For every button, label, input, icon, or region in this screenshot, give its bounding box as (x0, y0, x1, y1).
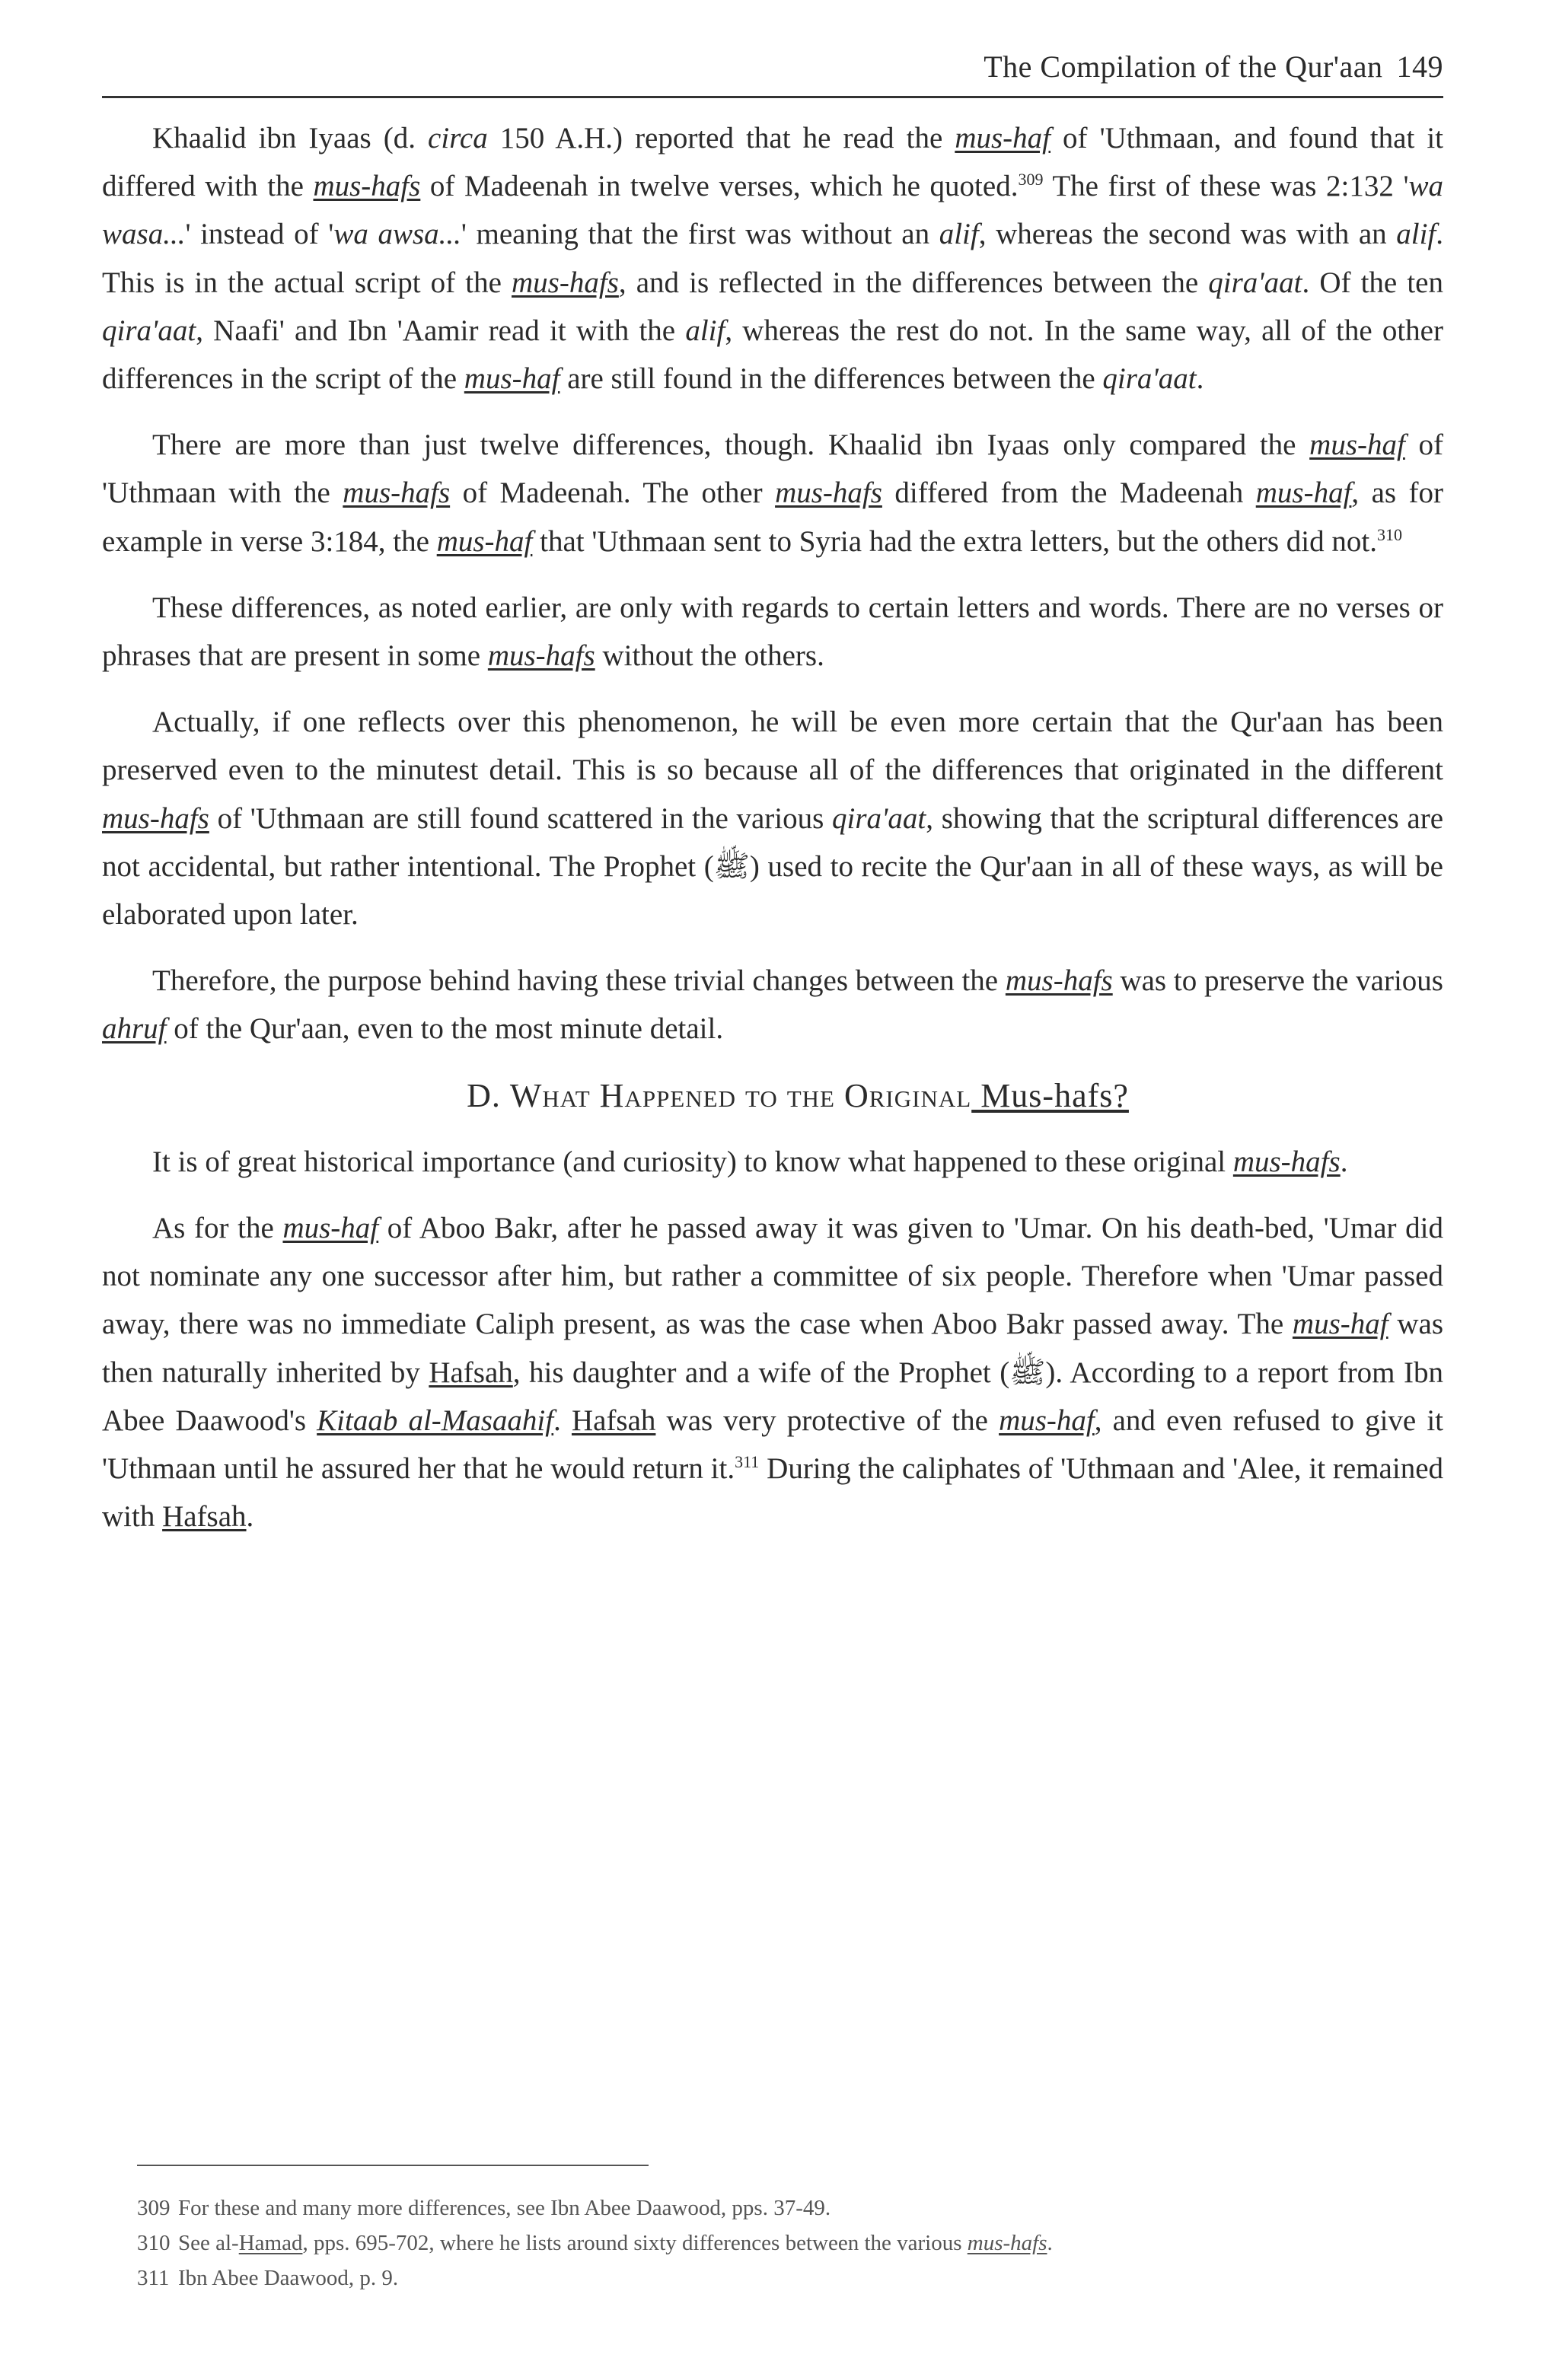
footnote-text: Ibn Abee Daawood, p. 9. (178, 2266, 399, 2290)
italic-term: mus-hafs (343, 476, 451, 510)
footnote-311 (137, 2261, 1443, 2296)
salutation-glyph: ﷺ (713, 849, 750, 883)
italic-term: alif (685, 314, 725, 347)
running-title: The Compilation of the Qur'aan (984, 49, 1383, 84)
text-run: , pps. 695-702, where he lists around sixty differences between the various (302, 2231, 968, 2255)
italic-term: mus-hafs (1005, 964, 1113, 998)
footnote-ref-311[interactable]: 311 (735, 1452, 760, 1472)
text-run: . (553, 1403, 572, 1437)
text-run: , as for example in verse 3:184, the (102, 476, 1444, 558)
text-run: of Madeenah in twelve verses, which he quoted. (420, 170, 1019, 203)
text-run: As for the (152, 1212, 283, 1245)
body-text (102, 114, 1443, 1559)
text-run: was to preserve the various (1112, 964, 1443, 998)
paragraph-4 (102, 698, 1443, 938)
paragraph-2 (102, 421, 1443, 566)
italic-term: Kitaab al-Masaahif (317, 1403, 554, 1437)
footnote-number: 309 (137, 2196, 171, 2220)
text-run: was then naturally inherited by (102, 1308, 1443, 1389)
text-run: . This is in the actual script of the (102, 218, 1444, 299)
italic-term: qira'aat (832, 801, 926, 835)
italic-term: mus-hafs (1232, 1145, 1341, 1178)
italic-term: mus-hafs (967, 2231, 1047, 2255)
text-run: , Naafi' and Ibn 'Aamir read it with the (196, 314, 686, 347)
text-run: 150 A.H.) reported that he read the (487, 122, 955, 155)
name-term: Hafsah (571, 1403, 656, 1437)
text-run: without the others. (595, 639, 824, 673)
paragraph-7 (102, 1204, 1443, 1540)
italic-term: mus-hafs (775, 476, 882, 510)
italic-term: mus-hafs (102, 801, 209, 835)
salutation-glyph: ﷺ (1009, 1356, 1046, 1389)
heading-text: What Happened to the Original (509, 1076, 972, 1114)
text-run: ). According to a report from Ibn Abee Daawood's (102, 1356, 1443, 1437)
text-run: , whereas the second was with an (978, 218, 1397, 251)
text-run: . (1047, 2231, 1053, 2255)
text-run: , his daughter and a wife of the Prophet ( (512, 1356, 1010, 1389)
text-run: See al- (178, 2231, 239, 2255)
name-term: Hafsah (429, 1356, 513, 1389)
text-run: ' meaning that the first was without an (461, 218, 939, 251)
footnote-310 (137, 2225, 1443, 2261)
text-run: differed from the Madeenah (882, 476, 1256, 510)
italic-term: wa awsa... (333, 218, 461, 251)
text-run: . Of the ten (1302, 266, 1443, 299)
paragraph-1 (102, 114, 1443, 403)
text-run: ) used to recite the Qur'aan in all of these ways, as will be elaborated upon later. (102, 849, 1443, 932)
italic-term: mus-haf (436, 524, 533, 558)
italic-term: mus-haf (1309, 429, 1405, 462)
footnote-text: For these and many more differences, see Ibn Abee Daawood, pps. 37-49. (178, 2196, 831, 2220)
text-run: that 'Uthmaan sent to Syria had the extra letters, but the others did not. (532, 524, 1377, 558)
text-run: , whereas the rest do not. In the same way, all of the other differences in the script of the (102, 314, 1443, 396)
heading-term: Mus-hafs? (971, 1076, 1129, 1114)
text-run: These differences, as noted earlier, are only with regards to certain letters and words. There are no verses or phrases that are present in some (102, 591, 1443, 673)
text-run: It is of great historical importance (and curiosity) to know what happened to these original (152, 1145, 1233, 1178)
italic-term: mus-hafs (487, 639, 595, 673)
page-number: 149 (1396, 49, 1443, 84)
italic-term: alif (939, 218, 979, 251)
italic-term: qira'aat (1208, 266, 1302, 299)
text-run: . (1340, 1145, 1348, 1178)
italic-term: alif (1396, 218, 1436, 251)
paragraph-6 (102, 1138, 1443, 1186)
text-run: of Madeenah. The other (450, 476, 776, 510)
section-heading (102, 1072, 1443, 1120)
italic-term: mus-haf (955, 122, 1050, 155)
text-run: of 'Uthmaan are still found scattered in the various (209, 801, 833, 835)
text-run: ' instead of ' (185, 218, 334, 251)
running-header (102, 49, 1443, 98)
text-run: , and is reflected in the differences between the (618, 266, 1209, 299)
paragraph-5 (102, 957, 1443, 1053)
text-run: During the caliphates of 'Uthmaan and 'Alee, it remained with (102, 1452, 1444, 1534)
text-run: Khaalid ibn Iyaas (d. (152, 122, 429, 155)
italic-term: mus-hafs (313, 170, 421, 203)
text-run: of Aboo Bakr, after he passed away it was given to 'Umar. On his death-bed, 'Umar did not nominate any one successor after him, but rather a committee of six people. Therefore when 'Umar passed away, there was no immediate Caliph present, as was the case when Aboo Bakr passed away. The (102, 1212, 1443, 1341)
text-run: There are more than just twelve differences, though. Khaalid ibn Iyaas only compared the (152, 429, 1310, 462)
italic-term: mus-hafs (512, 266, 619, 299)
text-run: Actually, if one reflects over this phenomenon, he will be even more certain that the Qur'aan has been preserved even to the minutest detail. This is so because all of the differences that originated in the different (102, 706, 1443, 787)
italic-term: mus-haf (464, 362, 560, 396)
name-term: Hafsah (162, 1500, 247, 1534)
footnotes (137, 2190, 1443, 2296)
text-run: , and even refused to give it 'Uthmaan until he assured her that he would return it. (102, 1403, 1443, 1486)
footnote-309 (137, 2190, 1443, 2225)
text-run: Therefore, the purpose behind having these trivial changes between the (152, 964, 1006, 998)
italic-term: mus-haf (1255, 476, 1352, 510)
italic-term: qira'aat (102, 314, 196, 347)
italic-term: qira'aat (1102, 362, 1197, 396)
text-run: , showing that the scriptural differences are not accidental, but rather intentional. The Prophet ( (102, 801, 1443, 883)
footnote-ref-310[interactable]: 310 (1376, 524, 1402, 544)
italic-term: circa (428, 122, 488, 155)
text-run: . (246, 1500, 254, 1534)
italic-term: mus-haf (282, 1212, 379, 1245)
italic-term: mus-haf (1292, 1308, 1388, 1341)
italic-term: mus-haf (999, 1403, 1095, 1437)
text-run: of 'Uthmaan, and found that it differed with the (102, 122, 1444, 203)
name-term: Hamad (238, 2231, 303, 2255)
text-run: . (1196, 362, 1204, 396)
text-run: are still found in the differences between the (560, 362, 1103, 396)
text-run: was very protective of the (655, 1403, 999, 1437)
footnote-number: 310 (137, 2231, 171, 2255)
footnote-text (178, 2225, 1053, 2261)
text-run: The first of these was 2:132 ' (1043, 170, 1409, 203)
paragraph-3 (102, 584, 1443, 680)
footnote-ref-309[interactable]: 309 (1018, 170, 1044, 190)
italic-term: ahruf (102, 1012, 167, 1046)
heading-letter: D. (467, 1076, 510, 1114)
footnote-divider (137, 2165, 649, 2166)
text-run: of 'Uthmaan with the (102, 429, 1443, 510)
text-run: of the Qur'aan, even to the most minute detail. (166, 1012, 724, 1046)
footnote-number: 311 (137, 2266, 170, 2290)
italic-term: wa wasa... (102, 170, 1443, 251)
